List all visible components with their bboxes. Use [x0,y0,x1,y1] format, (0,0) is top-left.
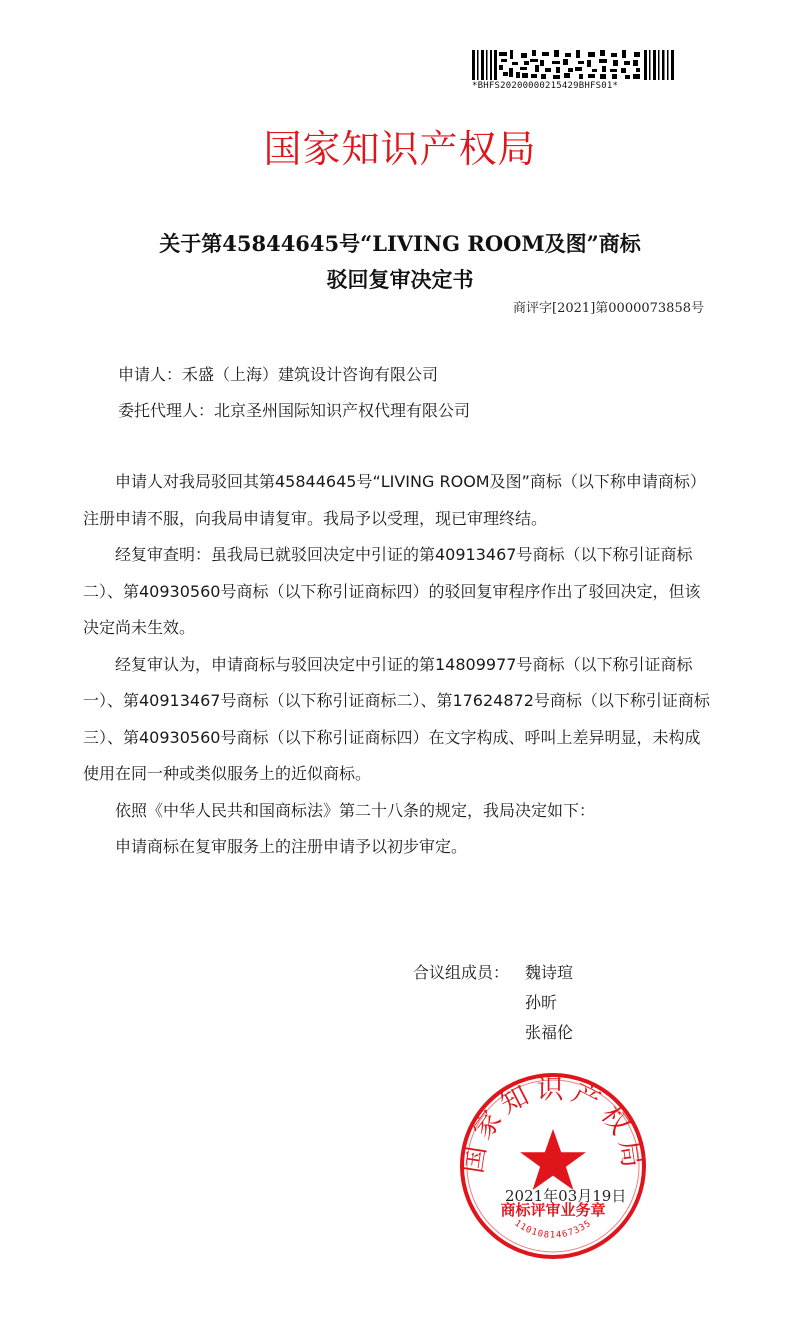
paragraph-intro: 申请人对我局驳回其第45844645号“LIVING ROOM及图”商标（以下称申请商标）注册申请不服，向我局申请复审。我局予以受理，现已审理终结。 [83,472,706,528]
seal-number: 1101081467335 [512,1218,594,1241]
panel-label: 合议组成员： [413,963,510,982]
paragraph-legal-basis: 依照《中华人民共和国商标法》第二十八条的规定，我局决定如下： [115,800,596,820]
document-title-line2: 驳回复审决定书 [326,267,474,292]
document-title-line1: 关于第45844645号“LIVING ROOM及图”商标 [159,231,641,256]
agent-field: 委托代理人：北京圣州国际知识产权代理有限公司 [118,401,471,420]
issue-date: 2021年03月19日 [505,1187,627,1205]
reference-number: 商评字[2021]第0000073858号 [513,301,704,316]
paragraph-decision: 申请商标在复审服务上的注册申请予以初步审定。 [115,837,468,856]
panel-member: 魏诗瑄 [525,963,574,982]
official-seal [458,1071,648,1261]
seal-outer-text: 国家知识产权局 [458,1074,648,1176]
seal-star [520,1129,586,1190]
applicant-field: 申请人：禾盛（上海）建筑设计咨询有限公司 [118,365,439,384]
panel-member: 张福伦 [525,1023,574,1042]
review-panel [413,958,573,1048]
seal-inner-text: 商标评审业务章 [500,1201,606,1219]
decision-body [83,464,713,866]
paragraph-reasoning: 经复审认为，申请商标与驳回决定中引证的第14809977号商标（以下称引证商标一）、第40913467号商标（以下称引证商标二）、第17624872号商标（以下称引证商标三）、第40930560号商标（以下称引证商标四）在文字构成、呼叫上差异明显，未构成使用在同一种或类似服务上的近似商标。 [83,654,710,783]
barcode-number: *BHFS20200000215429BHFS01* [472,81,619,91]
agency-name: 国家知识产权局 [263,127,537,171]
paragraph-findings: 经复审查明：虽我局已就驳回决定中引证的第40913467号商标（以下称引证商标二）、第40930560号商标（以下称引证商标四）的驳回复审程序作出了驳回决定，但该决定尚未生效。 [83,545,701,637]
panel-member: 孙昕 [525,993,558,1012]
barcode [472,50,674,80]
